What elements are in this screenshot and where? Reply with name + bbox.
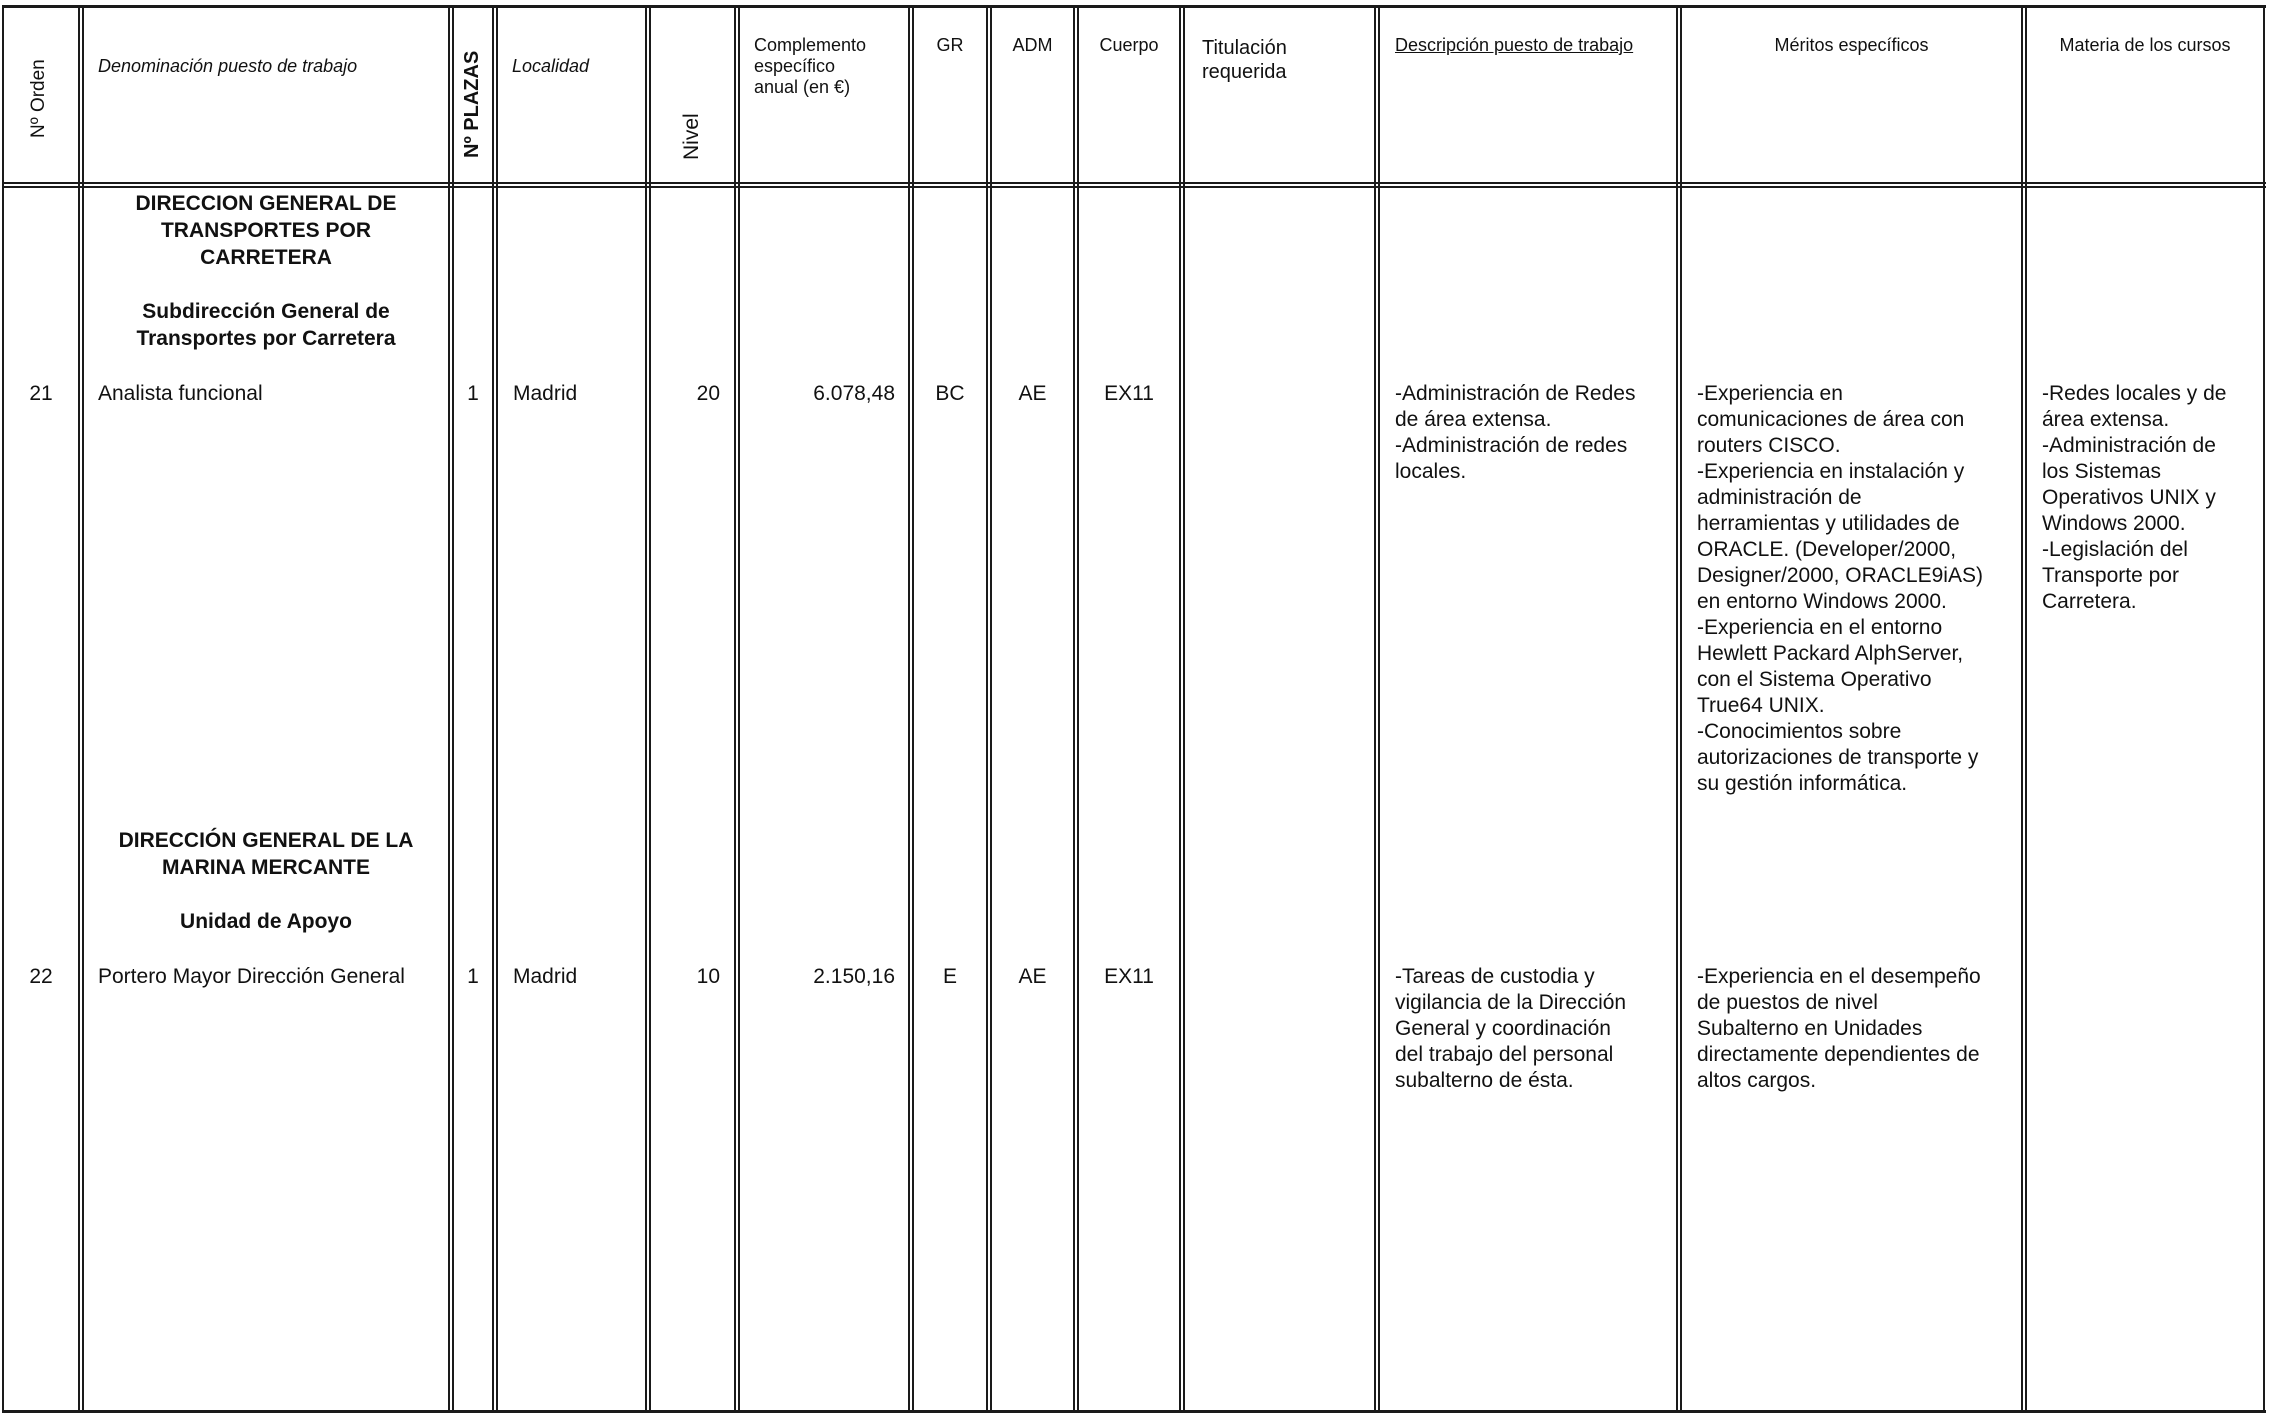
header-bottom-border [2, 182, 2266, 184]
cell-denominacion: Analista funcional [98, 382, 263, 405]
col-rule [78, 5, 80, 1413]
col-rule [1179, 5, 1181, 1413]
col-rule [1680, 5, 1682, 1413]
cell-nivel: 20 [696, 382, 720, 405]
header-denominacion: Denominación puesto de trabajo [98, 56, 358, 76]
header-orden: Nº Orden [28, 59, 49, 138]
section-unidad-title: Unidad de Apoyo [180, 910, 352, 933]
col-rule [1374, 5, 1376, 1413]
col-rule [452, 5, 454, 1413]
cell-descripcion: -Tareas de custodia y vigilancia de la Dirección General y coordinación del trabajo del personal subalterno de ésta. [1395, 965, 1627, 1092]
cell-adm: AE [1018, 382, 1047, 405]
col-rule [1378, 5, 1380, 1413]
col-rule [734, 5, 736, 1413]
header-plazas: Nº PLAZAS [461, 50, 483, 158]
col-rule [990, 5, 992, 1413]
col-rule [496, 5, 498, 1413]
cell-gr: BC [935, 382, 965, 405]
section-direccion-title: DIRECCION GENERAL DE TRANSPORTES POR CARRETERA [135, 192, 397, 269]
cell-meritos: -Experiencia en el desempeño de puestos de nivel Subalterno en Unidades directamente dependientes de altos cargos. [1697, 965, 1981, 1092]
header-localidad: Localidad [512, 56, 590, 76]
col-rule [1676, 5, 1678, 1413]
col-rule [2021, 5, 2023, 1413]
cell-plazas: 1 [467, 965, 479, 988]
header-descripcion: Descripción puesto de trabajo [1395, 35, 1634, 55]
table-bottom-border [2, 1410, 2266, 1413]
header-meritos: Méritos específicos [1774, 35, 1929, 55]
col-rule [912, 5, 914, 1413]
col-rule [2, 5, 4, 1413]
section-unidad-title: Subdirección General de Transportes por Carretera [136, 300, 396, 350]
cell-cuerpo: EX11 [1104, 965, 1154, 988]
header-nivel: Nivel [680, 113, 703, 160]
header-complemento: Complemento específico anual (en €) [754, 35, 867, 97]
col-rule [986, 5, 988, 1413]
cell-adm: AE [1018, 965, 1047, 988]
col-rule [492, 5, 494, 1413]
col-rule [908, 5, 910, 1413]
cell-cuerpo: EX11 [1104, 382, 1154, 405]
cell-orden: 22 [29, 965, 53, 988]
col-rule [1183, 5, 1185, 1413]
cell-denominacion: Portero Mayor Dirección General [98, 965, 405, 988]
header-gr: GR [936, 35, 964, 55]
col-rule [738, 5, 740, 1413]
cell-nivel: 10 [696, 965, 720, 988]
header-materia: Materia de los cursos [2059, 35, 2231, 55]
cell-complemento: 6.078,48 [813, 382, 895, 405]
cell-descripcion: -Administración de Redes de área extensa. -Administración de redes locales. [1395, 382, 1636, 483]
header-bottom-border-inner [2, 186, 2266, 188]
col-rule [645, 5, 647, 1413]
header-titulacion: Titulación requerida [1202, 37, 1287, 83]
cell-complemento: 2.150,16 [813, 965, 895, 988]
col-rule [649, 5, 651, 1413]
cell-plazas: 1 [467, 382, 479, 405]
cell-gr: E [942, 965, 957, 988]
cell-orden: 21 [29, 382, 53, 405]
col-rule [2263, 5, 2265, 1413]
col-rule [1077, 5, 1079, 1413]
col-rule [2025, 5, 2027, 1413]
cell-materia: -Redes locales y de área extensa. -Administración de los Sistemas Operativos UNIX y Windows 2000. -Legislación del Transporte por Carretera. [2042, 382, 2227, 613]
header-adm: ADM [1012, 35, 1053, 55]
cell-meritos: -Experiencia en comunicaciones de área con routers CISCO. -Experiencia en instalación y administración de herramientas y utilidades de ORACLE. (Developer/2000, Designer/2000, ORACLE9iAS) en entorno Windows 2000. -Experiencia en el entorno Hewlett Packard AlphServer, con el Sistema Operativo True64 UNIX. -Conocimientos sobre autorizaciones de transporte y su gestión informática. [1697, 382, 1983, 795]
col-rule [1073, 5, 1075, 1413]
table-top-border [2, 5, 2266, 8]
col-rule [448, 5, 450, 1413]
section-direccion-title: DIRECCIÓN GENERAL DE LA MARINA MERCANTE [118, 829, 414, 879]
cell-localidad: Madrid [513, 382, 578, 405]
header-cuerpo: Cuerpo [1099, 35, 1159, 55]
cell-localidad: Madrid [513, 965, 578, 988]
